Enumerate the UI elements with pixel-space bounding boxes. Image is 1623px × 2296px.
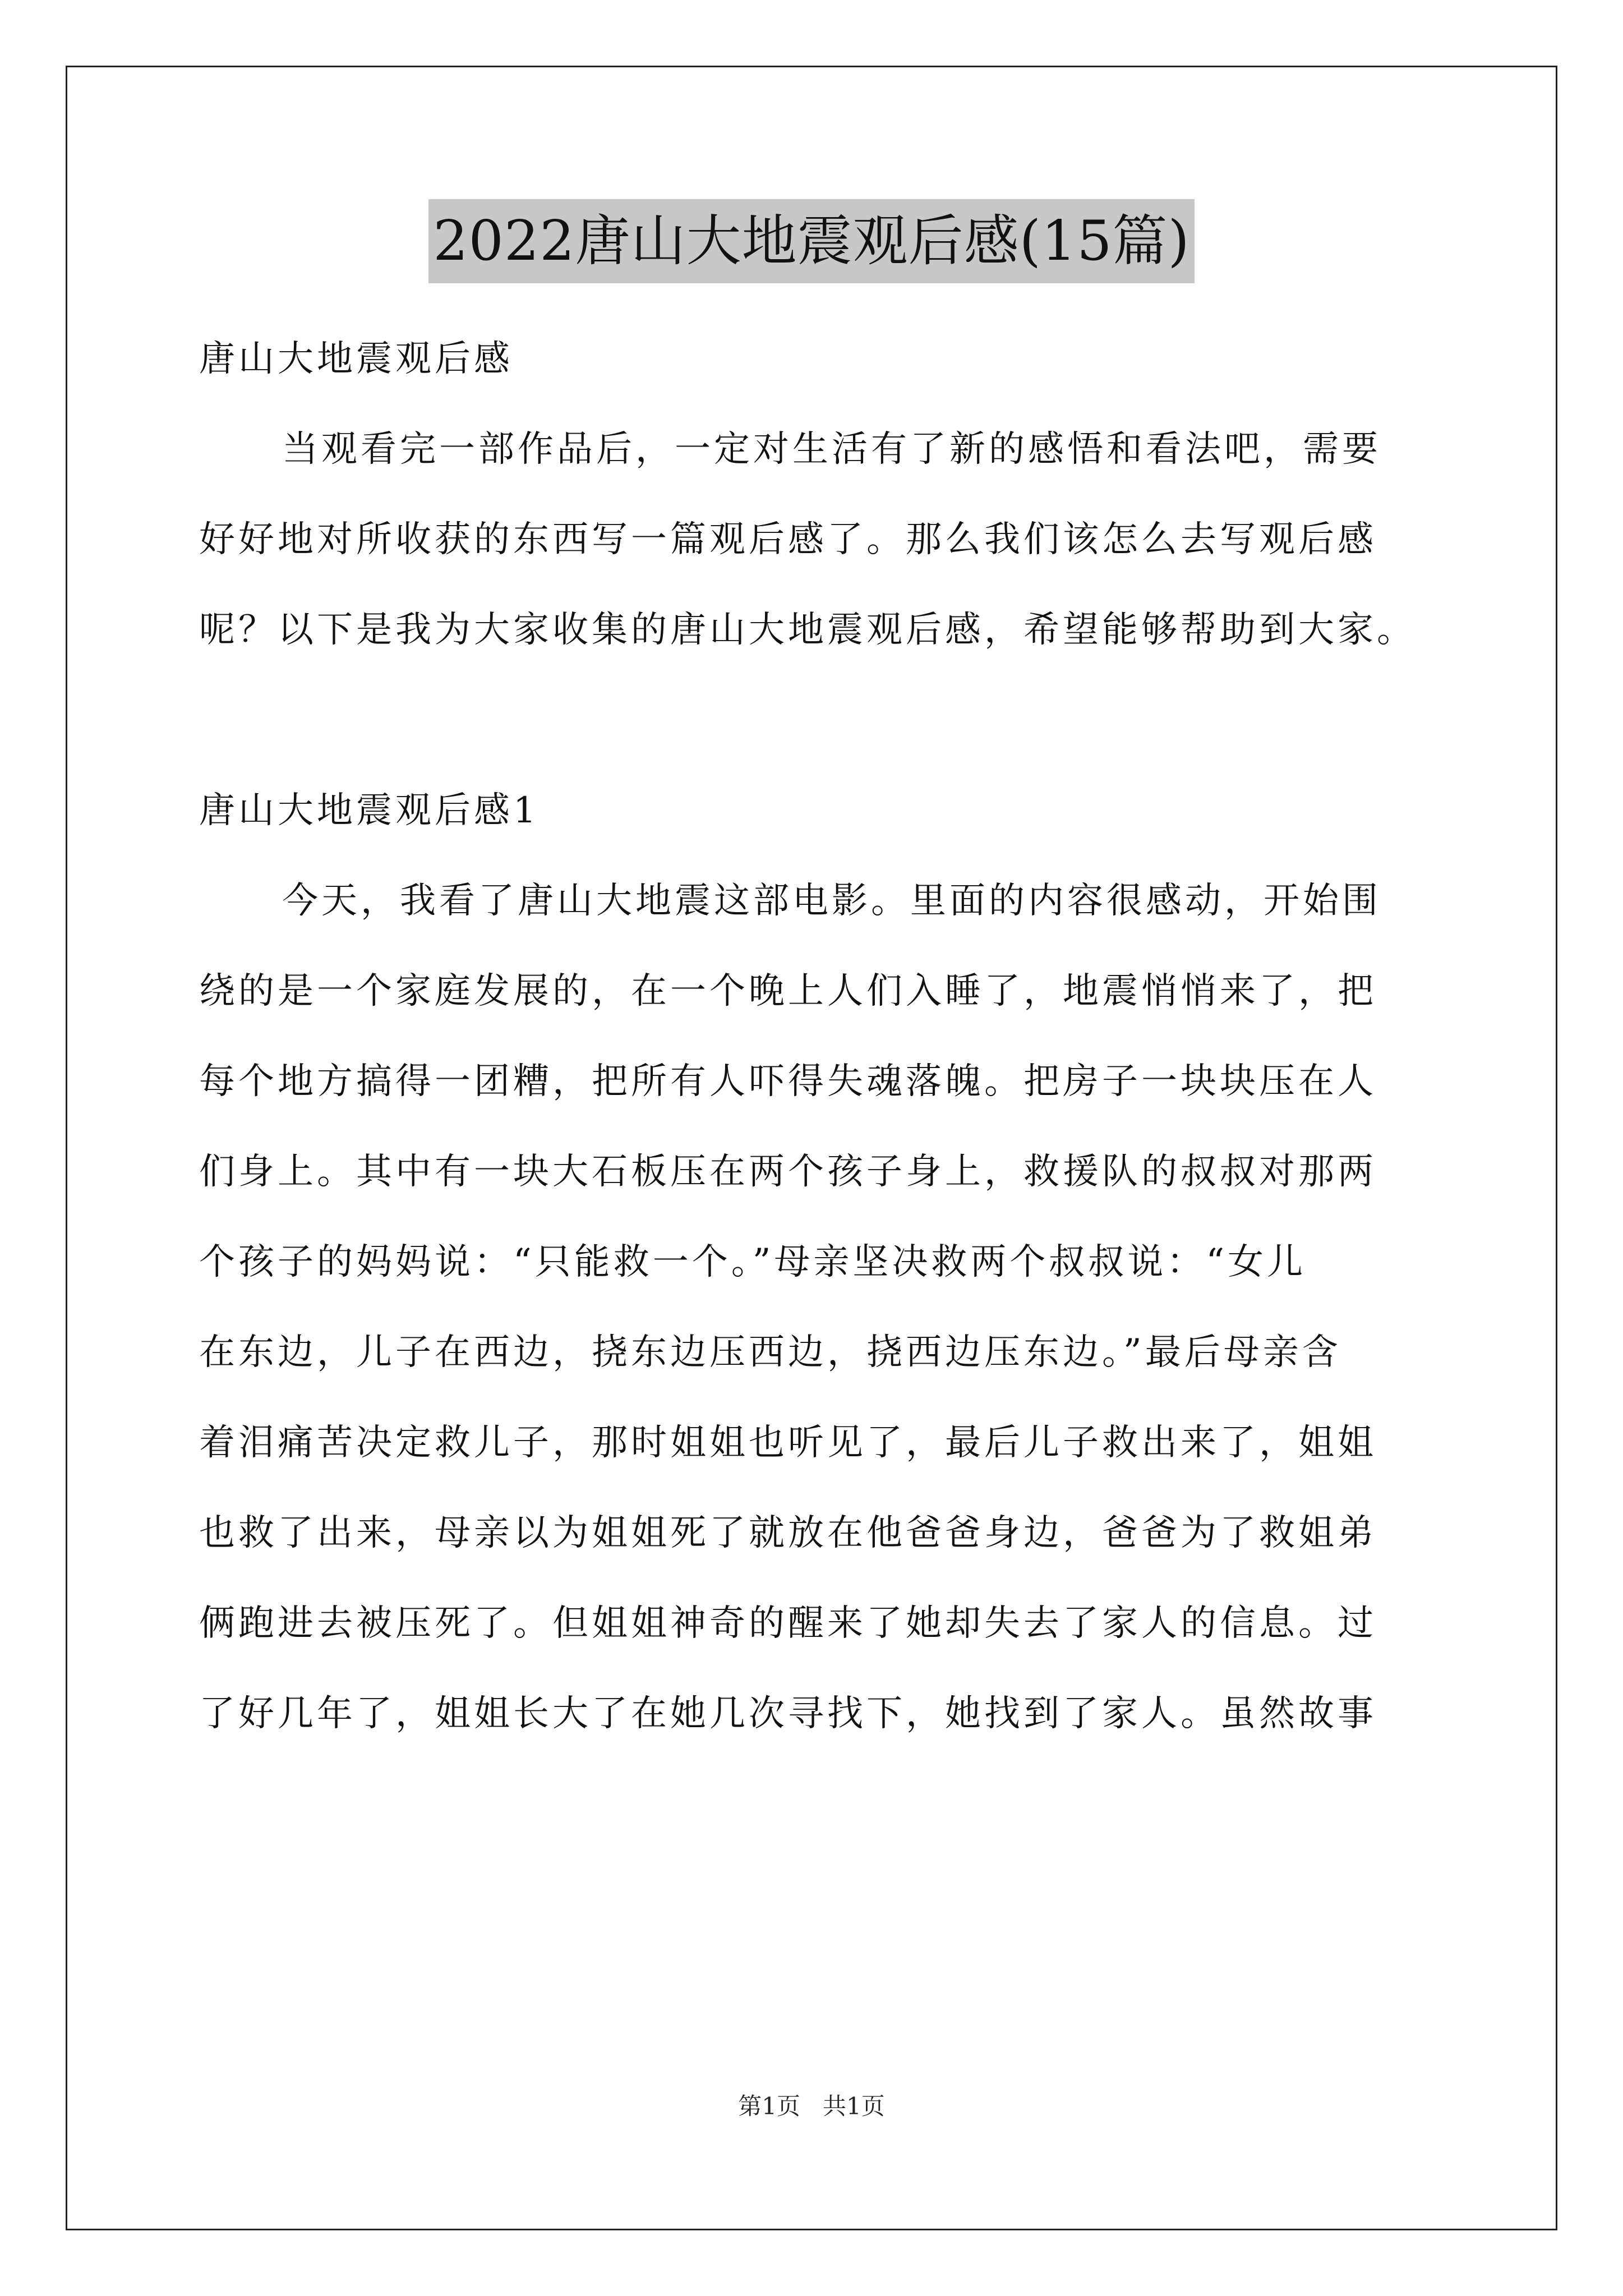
section-paragraph-line: 了好几年了，姐姐长大了在她几次寻找下，她找到了家人。虽然故事: [199, 1693, 1377, 1734]
section-paragraph-line: 们身上。其中有一块大石板压在两个孩子身上，救援队的叔叔对那两: [199, 1151, 1377, 1193]
intro-heading: 唐山大地震观后感: [199, 338, 513, 380]
intro-paragraph-line: 当观看完一部作品后，一定对生活有了新的感悟和看法吧，需要: [282, 429, 1381, 470]
intro-paragraph-line: 好好地对所收获的东西写一篇观后感了。那么我们该怎么去写观后感: [199, 519, 1377, 560]
section-paragraph-line: 每个地方搞得一团糟，把所有人吓得失魂落魄。把房子一块块压在人: [199, 1061, 1377, 1102]
paragraph-spacer: [199, 675, 1433, 766]
document-title: 2022唐山大地震观后感(15篇): [428, 199, 1195, 283]
intro-paragraph-line: 呢？以下是我为大家收集的唐山大地震观后感，希望能够帮助到大家。: [199, 609, 1416, 651]
section-paragraph-line: 在东边，儿子在西边，挠东边压西边，挠西边压东边。”最后母亲含: [199, 1332, 1341, 1373]
title-container: [0, 199, 1623, 283]
section-heading: 唐山大地震观后感1: [199, 790, 540, 831]
section-paragraph-line: 俩跑进去被压死了。但姐姐神奇的醒来了她却失去了家人的信息。过: [199, 1603, 1377, 1644]
section-paragraph-line: 个孩子的妈妈说：“只能救一个。”母亲坚决救两个叔叔说：“女儿: [199, 1241, 1307, 1283]
document-body: [199, 314, 1433, 1759]
page-total: 共1页: [823, 2092, 885, 2120]
section-paragraph-line: 着泪痛苦决定救儿子，那时姐姐也听见了，最后儿子救出来了，姐姐: [199, 1422, 1377, 1464]
page-footer: [0, 2090, 1623, 2123]
section-paragraph-line: 绕的是一个家庭发展的，在一个晚上人们入睡了，地震悄悄来了，把: [199, 970, 1377, 1012]
page-number: 第1页: [738, 2092, 800, 2120]
section-paragraph-line: 今天，我看了唐山大地震这部电影。里面的内容很感动，开始围: [282, 880, 1381, 922]
section-paragraph-line: 也救了出来，母亲以为姐姐死了就放在他爸爸身边，爸爸为了救姐弟: [199, 1512, 1377, 1554]
